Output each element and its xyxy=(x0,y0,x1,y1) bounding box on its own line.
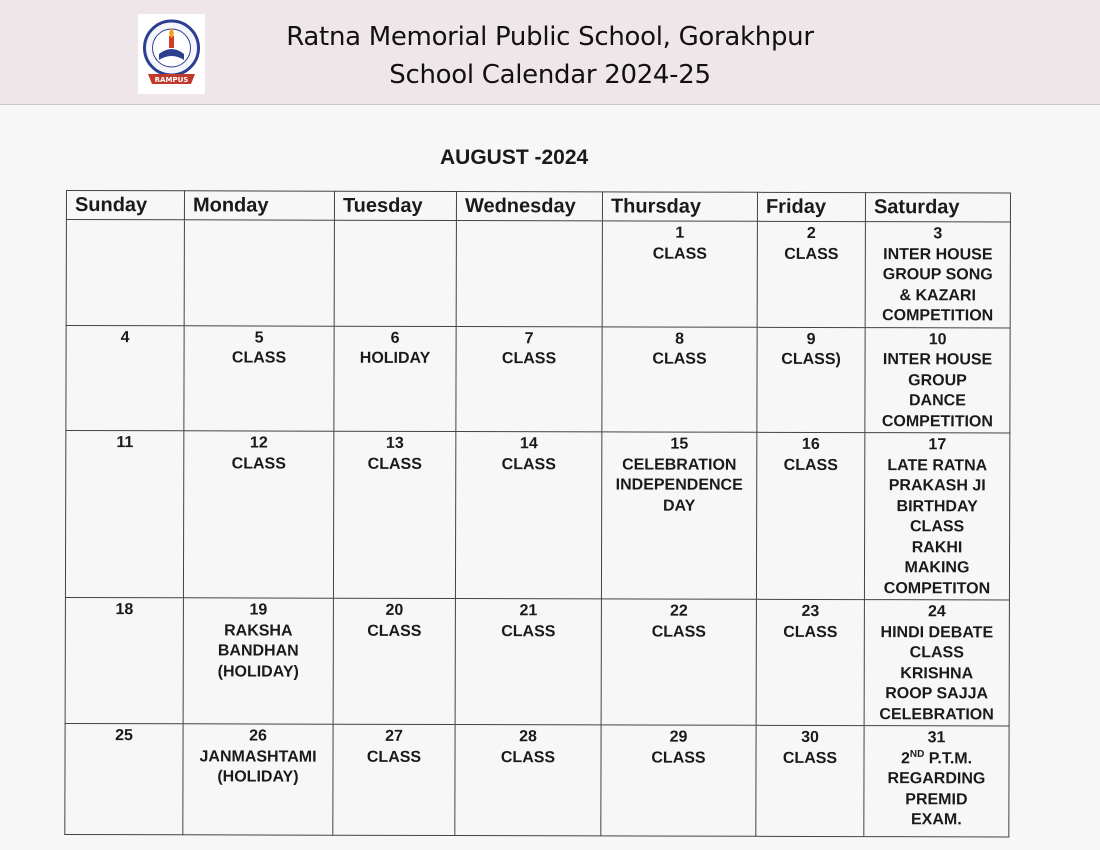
event-text: CLASS xyxy=(231,349,287,367)
event-text: COMPETITON xyxy=(883,579,991,597)
day-cell xyxy=(334,220,456,326)
event-text: CLASS xyxy=(367,622,422,640)
day-number: 31 xyxy=(927,729,946,747)
day-cell xyxy=(183,598,333,724)
day-cell xyxy=(865,222,1010,328)
day-cell xyxy=(333,724,455,835)
weekday-header: Monday xyxy=(184,191,334,220)
event-text: (HOLIDAY) xyxy=(217,768,299,786)
day-cell xyxy=(864,726,1009,837)
day-number: 10 xyxy=(928,330,947,348)
event-text: RAKSHA xyxy=(224,621,293,640)
weekday-header: Thursday xyxy=(602,192,757,221)
day-cell xyxy=(66,325,184,431)
event-text: MAKING xyxy=(904,559,970,577)
weekday-header: Friday xyxy=(757,192,865,221)
day-number: 25 xyxy=(115,727,133,745)
day-cell xyxy=(184,325,334,431)
event-text: CLASS xyxy=(909,644,964,662)
event-text: BANDHAN xyxy=(217,642,299,660)
day-cell xyxy=(756,725,864,836)
event-text: CLASS xyxy=(782,749,838,767)
ordinal-suffix: ND xyxy=(909,748,925,760)
week-row xyxy=(65,431,1009,600)
weekday-header: Tuesday xyxy=(334,191,456,220)
day-number: 7 xyxy=(524,329,534,347)
day-number: 21 xyxy=(519,602,538,620)
day-number: 29 xyxy=(669,728,688,746)
day-number: 28 xyxy=(519,728,537,746)
event-text: KRISHNA xyxy=(900,664,974,682)
day-cell xyxy=(65,597,183,723)
day-number: 15 xyxy=(670,435,689,453)
event-text: PRAKASH JI xyxy=(888,477,986,495)
day-number: 12 xyxy=(249,434,268,452)
day-cell xyxy=(184,220,334,326)
event-text: CLASS xyxy=(783,623,838,641)
day-cell xyxy=(455,432,601,599)
event-text: HOLIDAY xyxy=(359,349,431,367)
event-text: COMPETITION xyxy=(882,307,994,325)
day-number: 1 xyxy=(675,224,685,242)
event-text: CLASS xyxy=(367,455,422,473)
event-text: (HOLIDAY) xyxy=(217,662,299,681)
event-text: DANCE xyxy=(908,392,966,410)
day-number: 27 xyxy=(385,727,403,745)
weekday-header: Sunday xyxy=(66,191,184,220)
event-text: COMPETITION xyxy=(881,412,993,430)
weekday-header: Saturday xyxy=(865,193,1010,222)
school-logo-icon xyxy=(138,14,205,94)
event-text: CLASS xyxy=(651,623,706,641)
day-cell xyxy=(455,725,601,836)
day-cell xyxy=(455,599,601,725)
event-text: CLASS xyxy=(652,350,707,368)
day-cell xyxy=(66,220,184,326)
day-number: 14 xyxy=(519,435,538,453)
day-number: 30 xyxy=(801,728,819,746)
day-number: 13 xyxy=(385,434,404,452)
day-number: 18 xyxy=(115,601,134,619)
event-text: DAY xyxy=(662,497,696,515)
event-text: GROUP SONG xyxy=(882,266,993,284)
event-text: CLASS xyxy=(500,748,556,766)
day-number: 2 xyxy=(806,224,816,242)
day-number: 22 xyxy=(669,602,688,620)
day-cell xyxy=(65,723,183,834)
event-text: BIRTHDAY xyxy=(896,497,978,515)
day-cell xyxy=(864,433,1009,600)
event-ptm xyxy=(866,749,1006,770)
day-cell xyxy=(183,724,333,835)
page-header xyxy=(0,0,1100,105)
day-number: 9 xyxy=(806,330,816,348)
day-number: 17 xyxy=(928,436,947,454)
event-text: CLASS xyxy=(783,456,838,474)
event-text: CLASS xyxy=(231,454,286,473)
day-cell xyxy=(65,431,183,598)
event-text: CLASS xyxy=(784,245,839,263)
event-text: CLASS xyxy=(501,455,556,473)
day-cell xyxy=(333,431,455,598)
weekday-header: Wednesday xyxy=(456,192,602,221)
week-row xyxy=(66,325,1010,433)
event-text: CLASS xyxy=(652,245,707,263)
event-text: CLASS xyxy=(501,350,557,368)
event-text: EXAM. xyxy=(910,811,962,829)
day-cell xyxy=(601,725,756,836)
day-number: 3 xyxy=(933,225,943,243)
event-text: PREMID xyxy=(905,790,968,808)
ptm-label: P.T.M. xyxy=(924,749,973,767)
event-text: & KAZARI xyxy=(899,286,976,304)
school-name: Ratna Memorial Public School, Gorakhpur xyxy=(286,22,814,52)
event-text: CLASS xyxy=(651,749,706,767)
day-number: 24 xyxy=(927,603,946,621)
event-text: INDEPENDENCE xyxy=(615,476,743,494)
event-text: LATE RATNA xyxy=(887,456,988,474)
day-cell xyxy=(757,221,865,327)
calendar-table xyxy=(64,190,1011,837)
event-text: ROOP SAJJA xyxy=(885,685,989,703)
day-cell xyxy=(183,431,333,598)
day-cell xyxy=(602,221,757,327)
day-cell xyxy=(756,599,864,725)
day-number: 20 xyxy=(385,601,404,619)
event-text: REGARDING xyxy=(887,770,986,788)
week-row xyxy=(65,597,1009,725)
day-number: 5 xyxy=(254,328,264,347)
day-cell xyxy=(864,600,1009,726)
event-text: GROUP xyxy=(908,371,967,389)
event-text: JANMASHTAMI xyxy=(199,747,317,766)
day-number: 6 xyxy=(390,329,400,347)
weekday-header-row xyxy=(66,191,1010,222)
day-cell xyxy=(865,327,1010,433)
week-row xyxy=(65,723,1009,836)
logo-ribbon-text: RAMPUS xyxy=(154,76,189,84)
event-text: INTER HOUSE xyxy=(883,245,993,263)
day-number: 4 xyxy=(120,328,130,346)
event-text: HINDI DEBATE xyxy=(880,623,994,641)
day-cell xyxy=(334,326,456,432)
day-cell xyxy=(456,221,602,327)
event-text: RAKHI xyxy=(911,538,963,556)
day-cell xyxy=(757,327,865,433)
event-text: INTER HOUSE xyxy=(882,351,993,369)
event-text: CELEBRATION xyxy=(879,705,994,723)
day-cell xyxy=(601,599,756,725)
day-number: 16 xyxy=(801,435,820,453)
day-cell xyxy=(601,432,756,599)
event-text: CLASS xyxy=(366,748,422,766)
ordinal-number: 2 xyxy=(900,749,910,767)
month-title: AUGUST -2024 xyxy=(440,146,589,169)
day-cell xyxy=(756,432,864,599)
day-number: 23 xyxy=(801,602,820,620)
day-cell xyxy=(456,326,602,432)
week-row xyxy=(66,220,1010,328)
day-number: 26 xyxy=(249,727,267,745)
day-number: 19 xyxy=(249,601,268,619)
day-number: 11 xyxy=(116,434,134,452)
day-number: 8 xyxy=(675,330,685,348)
day-cell xyxy=(333,598,455,724)
day-cell xyxy=(602,326,757,432)
event-text: CLASS xyxy=(909,518,965,536)
event-text: CELEBRATION xyxy=(622,455,737,474)
event-text: CLASS xyxy=(501,622,556,640)
calendar-grid xyxy=(64,190,1010,829)
calendar-title: School Calendar 2024-25 xyxy=(389,60,711,90)
event-text: CLASS) xyxy=(781,350,841,369)
